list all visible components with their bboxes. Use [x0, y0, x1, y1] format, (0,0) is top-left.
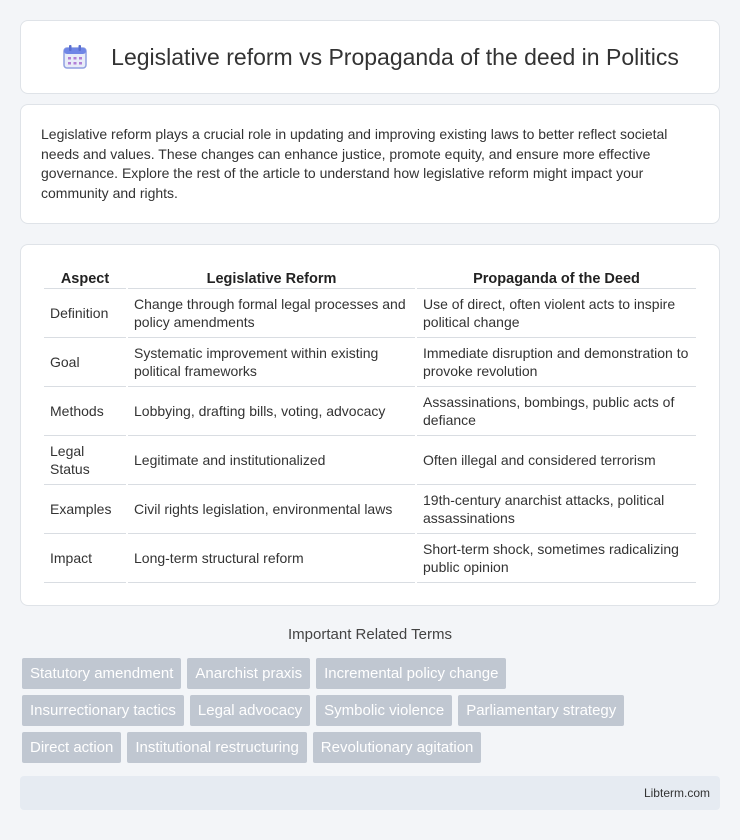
- table-row: [44, 485, 696, 534]
- footer-site-link[interactable]: Libterm.com: [643, 786, 710, 800]
- table-row: [44, 338, 696, 387]
- table-row: [44, 289, 696, 338]
- term-tag[interactable]: Parliamentary strategy: [458, 695, 624, 726]
- term-tag[interactable]: Symbolic violence: [316, 695, 452, 726]
- propaganda-cell: Often illegal and considered terrorism: [417, 436, 696, 485]
- legislative-cell: Change through formal legal processes and policy amendments: [128, 289, 415, 338]
- legislative-cell: Systematic improvement within existing political frameworks: [128, 338, 415, 387]
- comparison-table: [42, 267, 698, 583]
- intro-card: [20, 104, 720, 224]
- aspect-cell: Impact: [44, 534, 126, 583]
- term-tag[interactable]: Institutional restructuring: [127, 732, 306, 763]
- related-terms: [22, 658, 722, 769]
- term-tag[interactable]: Insurrectionary tactics: [22, 695, 184, 726]
- term-row: [22, 658, 722, 689]
- aspect-cell: Examples: [44, 485, 126, 534]
- aspect-cell: Goal: [44, 338, 126, 387]
- aspect-cell: Methods: [44, 387, 126, 436]
- aspect-cell: Legal Status: [44, 436, 126, 485]
- term-tag[interactable]: Legal advocacy: [190, 695, 310, 726]
- term-tag[interactable]: Direct action: [22, 732, 121, 763]
- propaganda-cell: Assassinations, bombings, public acts of defiance: [417, 387, 696, 436]
- term-tag[interactable]: Statutory amendment: [22, 658, 181, 689]
- legislative-cell: Legitimate and institutionalized: [128, 436, 415, 485]
- table-header-row: [44, 267, 696, 289]
- propaganda-cell: 19th-century anarchist attacks, political assassinations: [417, 485, 696, 534]
- related-terms-title: Important Related Terms: [288, 626, 452, 643]
- propaganda-cell: Immediate disruption and demonstration to provoke revolution: [417, 338, 696, 387]
- table-row: [44, 534, 696, 583]
- calendar-icon: [61, 43, 89, 71]
- column-header: Legislative Reform: [128, 267, 415, 289]
- page-title: Legislative reform vs Propaganda of the deed in Politics: [111, 43, 679, 70]
- header-card: [20, 20, 720, 94]
- legislative-cell: Civil rights legislation, environmental laws: [128, 485, 415, 534]
- column-header: Propaganda of the Deed: [417, 267, 696, 289]
- propaganda-cell: Short-term shock, sometimes radicalizing public opinion: [417, 534, 696, 583]
- term-row: [22, 732, 722, 763]
- legislative-cell: Lobbying, drafting bills, voting, advocacy: [128, 387, 415, 436]
- legislative-cell: Long-term structural reform: [128, 534, 415, 583]
- term-tag[interactable]: Revolutionary agitation: [313, 732, 482, 763]
- term-tag[interactable]: Anarchist praxis: [187, 658, 310, 689]
- table-row: [44, 387, 696, 436]
- aspect-cell: Definition: [44, 289, 126, 338]
- term-tag[interactable]: Incremental policy change: [316, 658, 506, 689]
- footer: [20, 776, 720, 810]
- propaganda-cell: Use of direct, often violent acts to inspire political change: [417, 289, 696, 338]
- term-row: [22, 695, 722, 726]
- column-header: Aspect: [44, 267, 126, 289]
- intro-text: Legislative reform plays a crucial role in updating and improving existing laws to better reflect societal needs and values. These changes can enhance justice, promote equity, and ensure more effective governance. Explore the rest of the article to understand how legislative reform might impact your community and rights.: [41, 126, 668, 201]
- comparison-table-card: [20, 244, 720, 606]
- table-row: [44, 436, 696, 485]
